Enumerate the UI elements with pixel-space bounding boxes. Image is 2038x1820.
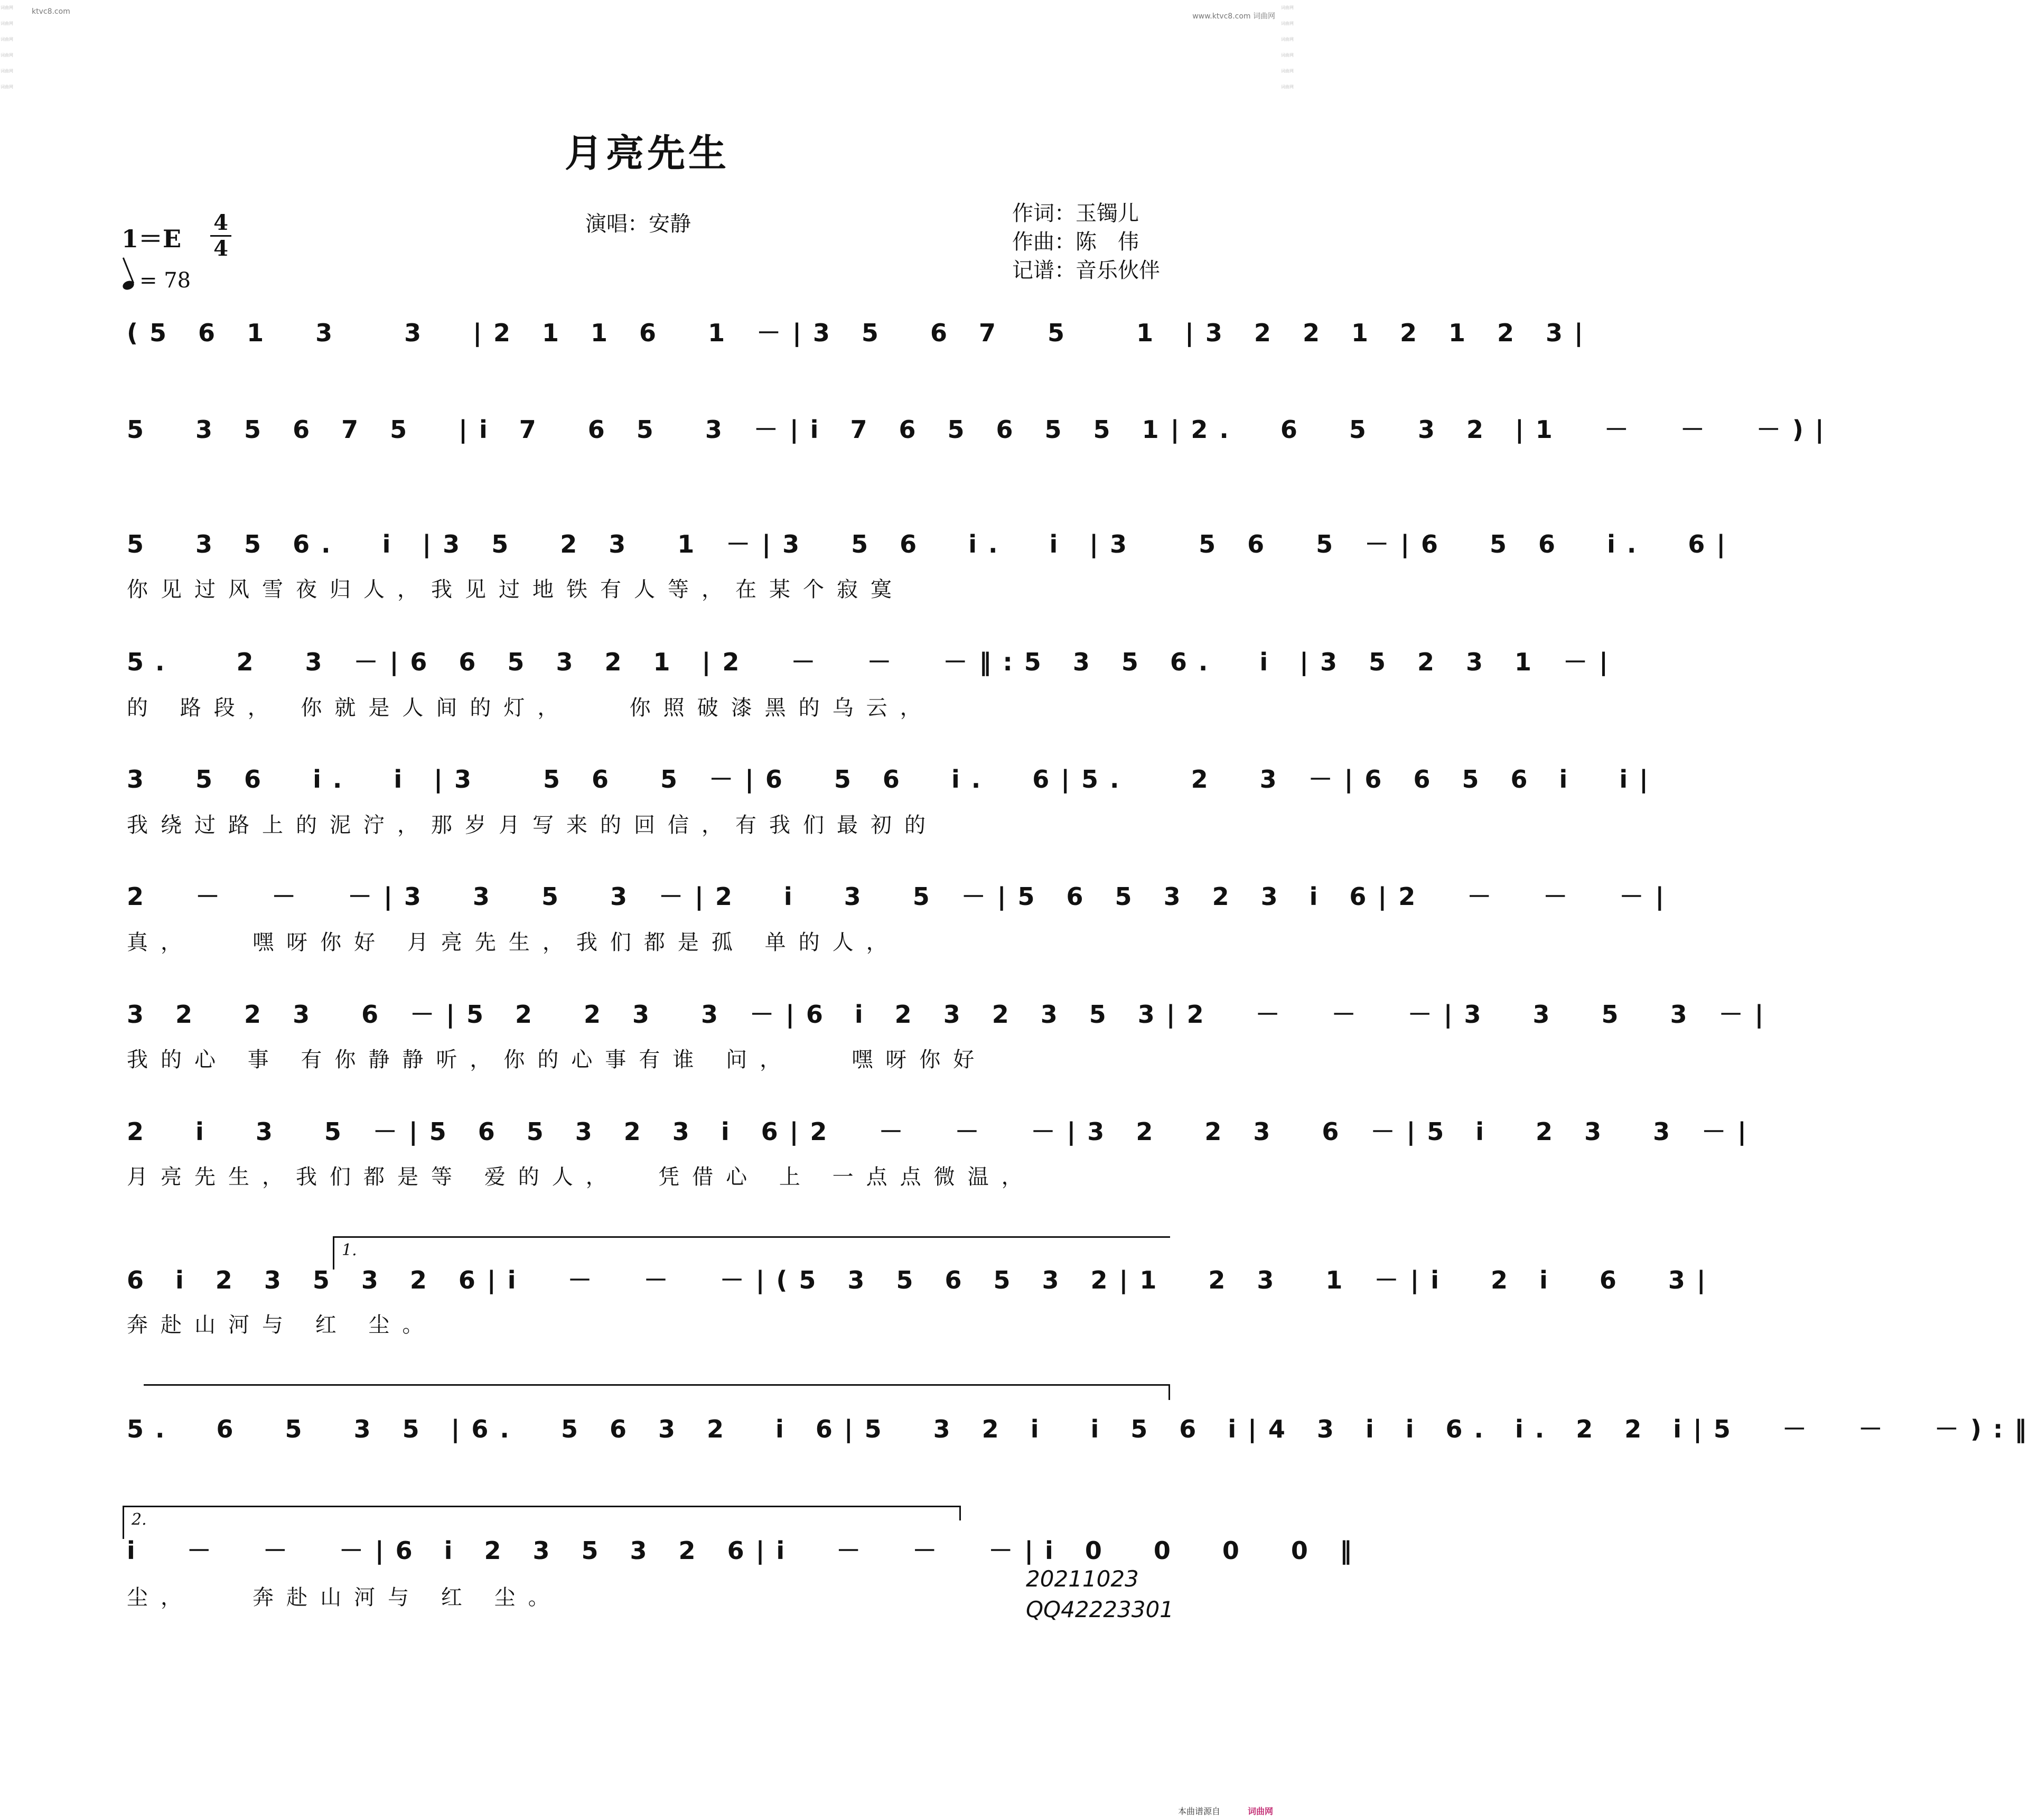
lyrics-line-3: 你见过风雪夜归人，我见过地铁有人等，在某个寂寞 [127,577,904,602]
lyrics-line-11: 尘， 奔赴山河与 红 尘。 [127,1585,562,1610]
footer-source-text: 本曲谱源自 [1177,1806,1220,1816]
key-signature: 1＝E [121,225,182,253]
lyrics-line-5: 我绕过路上的泥泞，那岁月写来的回信，有我们最初的 [127,813,938,837]
score-system-8 [127,1108,1758,1155]
score-title: 月亮先生 [564,130,730,175]
score-system-6 [127,873,1676,920]
score-system-4 [127,638,1620,686]
notation-line: 3 2 2 3 6 －|5 2 2 3 3 －|6 i 2 3 2 3 5 3|2 － － －|3 3 5 3 －| [127,1000,1775,1029]
notation-line: 5. 6 5 3 5 |6. 5 6 3 2 i 6|5 3 2 i i 5 6 i|4 3 i i 6. i. 2 2 i|5 － － －):‖ [127,1415,2038,1443]
lyrics-line-6: 真， 嘿呀你好 月亮先生，我们都是孤 单的人， [127,930,900,955]
score-system-11 [127,1527,1363,1574]
score-system-2 [127,406,1836,453]
time-top: 4 [213,210,228,235]
tempo-mark: = 78 [123,268,191,293]
signature-qq: QQ42223301 [1026,1597,1174,1622]
bracket-end [1168,1384,1170,1400]
right-watermark: 词曲网 词曲网 词曲网 词曲网 词曲网 词曲网 [1281,5,1294,89]
first-ending-bracket: 1. [333,1236,1170,1270]
footer-site-link[interactable]: 词曲网 [1247,1806,1273,1816]
score-system-1 [127,309,1595,357]
lyrics-line-8: 月亮先生，我们都是等 爱的人， 凭借心 上 一点点微温， [127,1165,1035,1189]
score-system-3 [127,520,1737,568]
left-watermark: 词曲网 词曲网 词曲网 词曲网 词曲网 词曲网 [1,5,13,89]
singer-credit: 演唱：安静 [585,212,691,236]
notation-line: 6 i 2 3 5 3 2 6|i － － －|(5 3 5 6 5 3 2|1 2 3 1 －|i 2 i 6 3| [127,1266,1717,1294]
lyrics-line-7: 我的心 事 有你静静听，你的心事有谁 问， 嘿呀你好 [127,1048,987,1072]
score-system-5 [127,755,1660,803]
top-right-url[interactable]: www.ktvc8.com 词曲网 [1192,12,1275,21]
score-system-7 [127,991,1775,1038]
signature-date: 20211023 [1026,1566,1139,1592]
notation-line: 2 － － －|3 3 5 3 －|2 i 3 5 －|5 6 5 3 2 3 i 6|2 － － －| [127,882,1676,911]
lyrics-line-4: 的 路段， 你就是人间的灯， 你照破漆黑的乌云， [127,696,934,720]
notation-line: 5. 2 3 －|6 6 5 3 2 1 |2 － － －‖:5 3 5 6. i |3 5 2 3 1 －| [127,648,1620,676]
score-system-9 [127,1256,1717,1304]
score-system-10 [127,1405,2038,1453]
notation-line: i － － －|6 i 2 3 5 3 2 6|i － － －|i 0 0 0 0 ‖ [127,1536,1363,1565]
signature-block [1026,1564,1174,1625]
quarter-note-icon [121,279,135,291]
top-left-url[interactable]: ktvc8.com [32,7,70,16]
first-ending-continuation [144,1384,1168,1386]
bracket-end [959,1506,961,1520]
lyricist-credit: 作词：玉镯儿 [1012,201,1139,226]
time-bottom: 4 [213,236,228,261]
notation-line: 5 3 5 6. i |3 5 2 3 1 －|3 5 6 i. i |3 5 6 5 －|6 5 6 i. 6| [127,530,1737,558]
lyrics-line-9: 奔赴山河与 红 尘。 [127,1313,436,1337]
notation-line: 5 3 5 6 7 5 |i 7 6 5 3 －|i 7 6 5 6 5 5 1|2. 6 5 3 2 |1 － － －)| [127,415,1836,444]
composer-credit: 作曲：陈 伟 [1012,230,1139,254]
notation-line: 2 i 3 5 －|5 6 5 3 2 3 i 6|2 － － －|3 2 2 3 6 －|5 i 2 3 3 －| [127,1117,1758,1146]
second-ending-bracket: 2. [123,1506,961,1539]
notation-line: (5 6 1 3 3 |2 1 1 6 1 －|3 5 6 7 5 1 |3 2 2 1 2 1 2 3| [127,319,1595,347]
time-signature [210,211,231,260]
notation-line: 3 5 6 i. i |3 5 6 5 －|6 5 6 i. 6|5. 2 3 －|6 6 5 6 i i| [127,765,1660,794]
transcriber-credit: 记谱：音乐伙伴 [1012,258,1160,283]
